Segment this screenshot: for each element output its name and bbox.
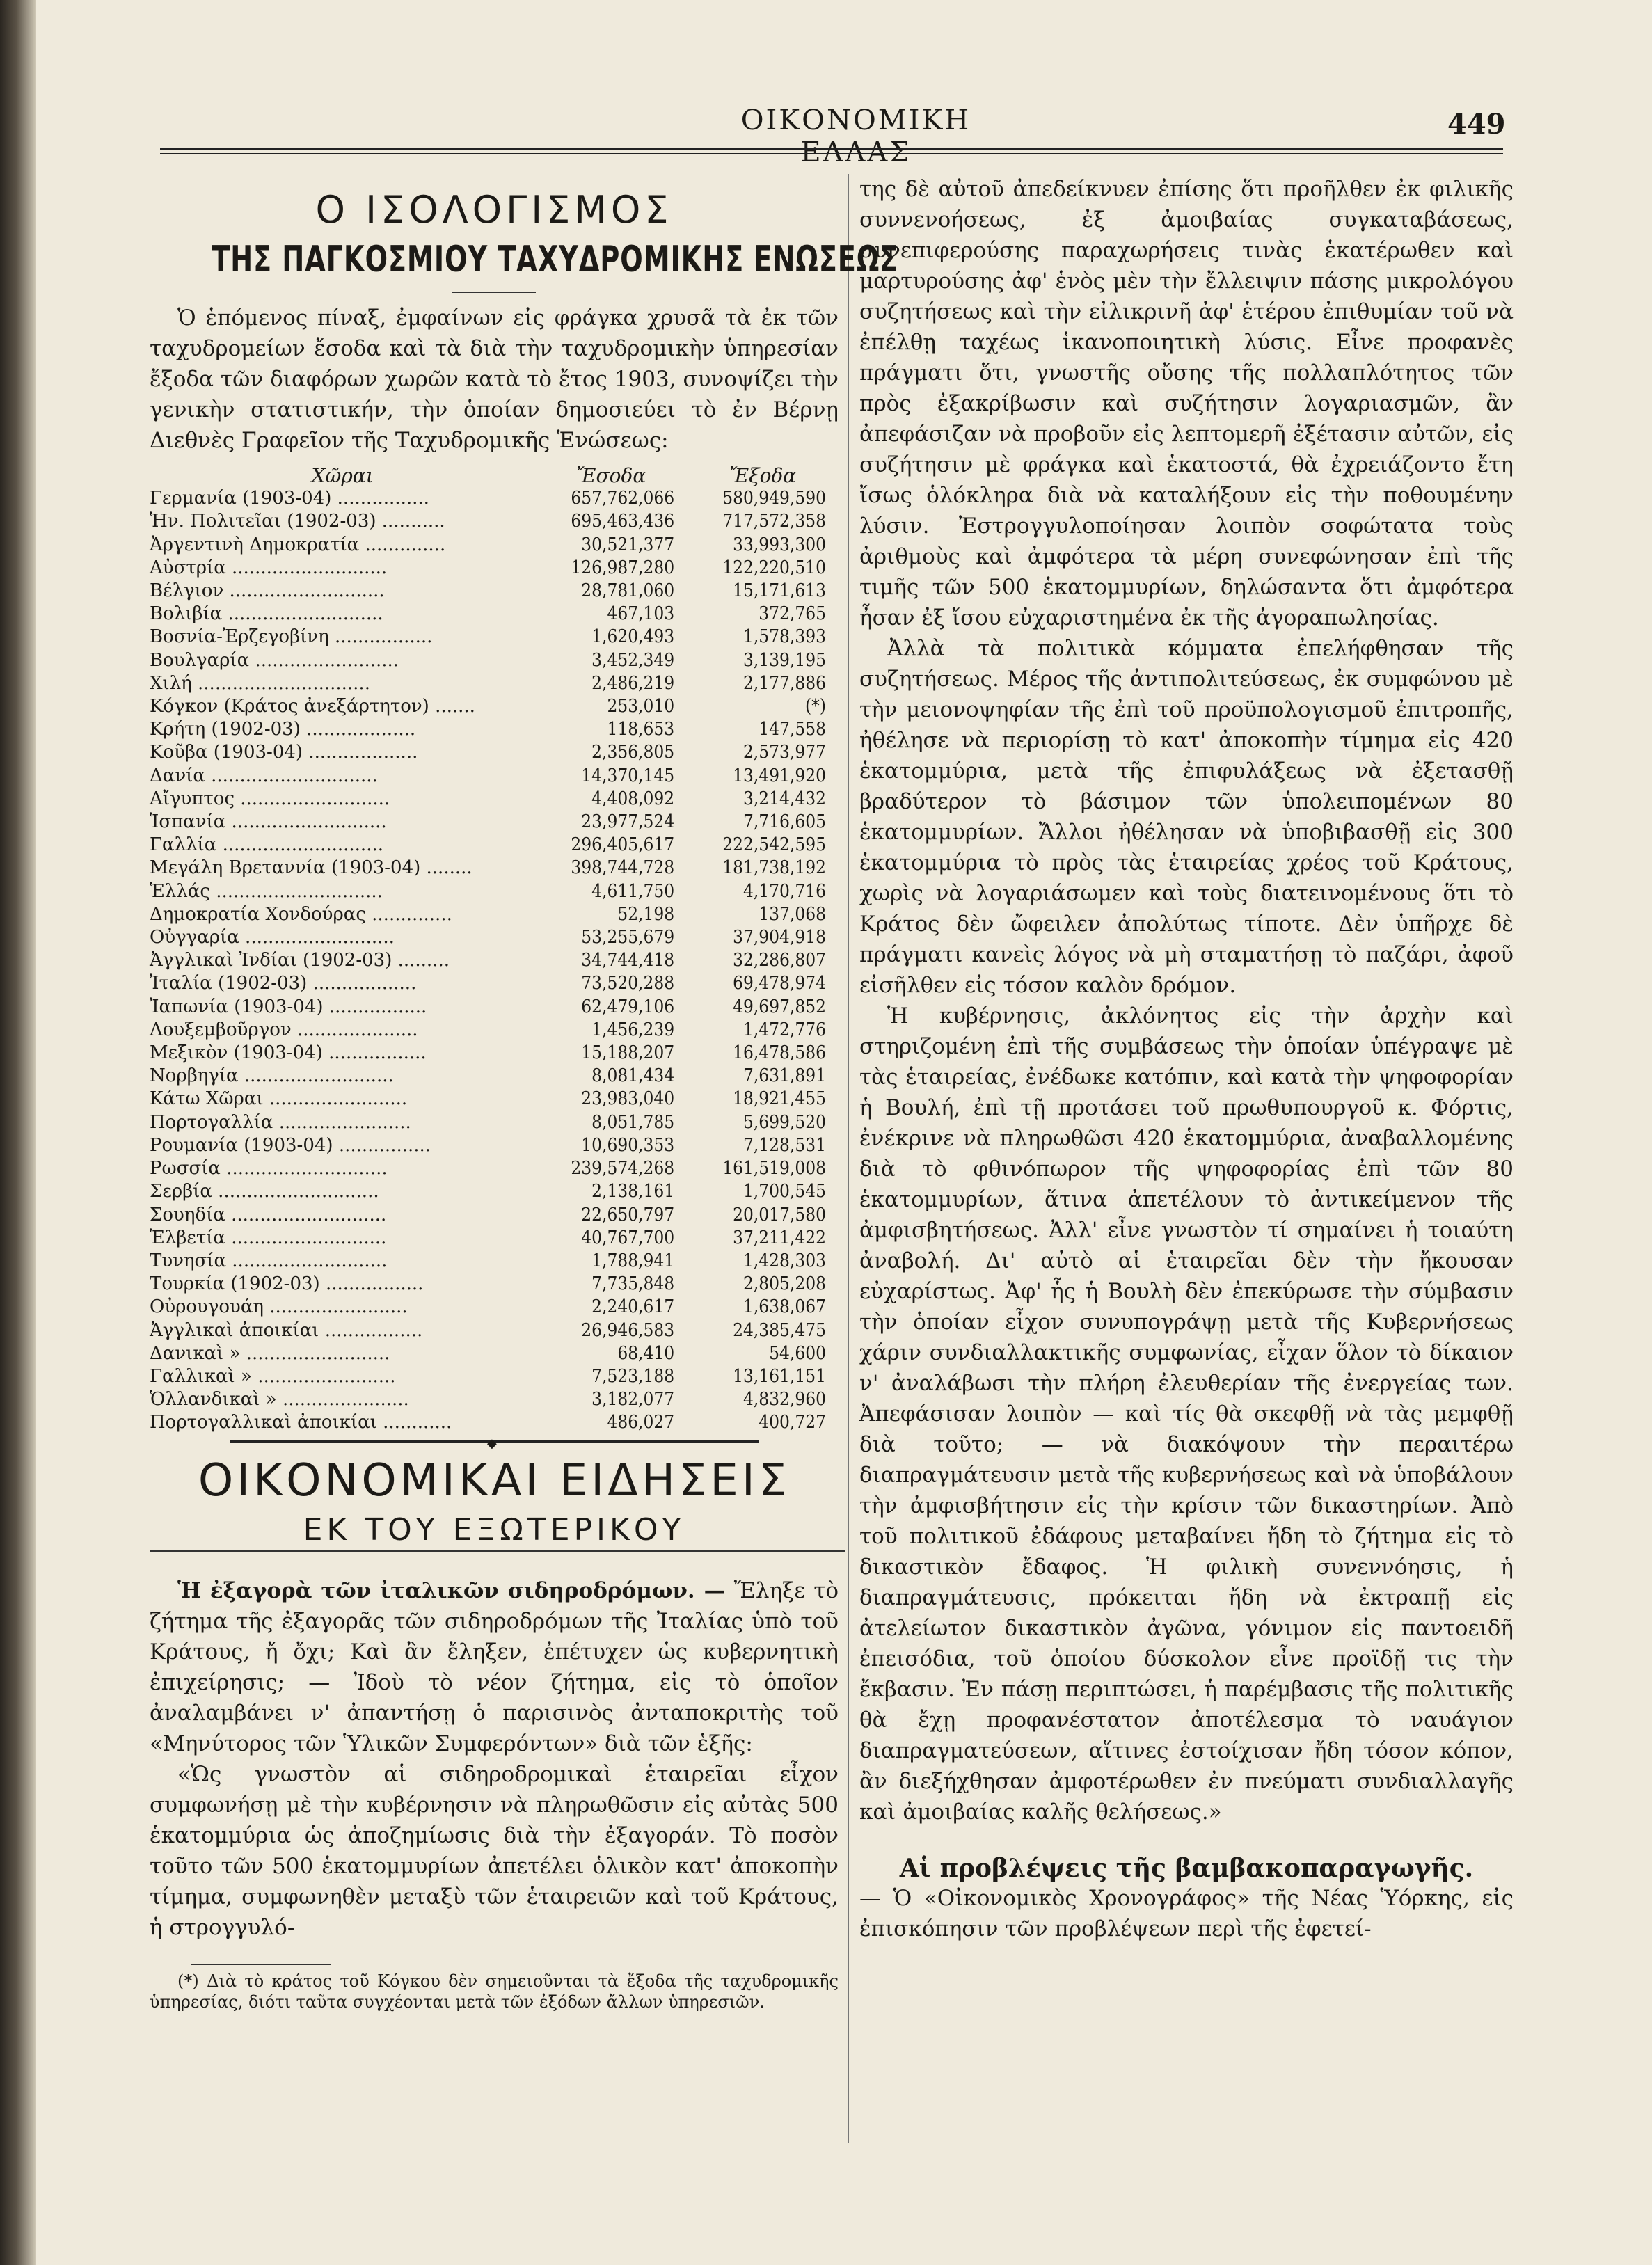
table-row xyxy=(150,1042,839,1065)
expenses-cell: 161,519,008 xyxy=(722,1158,826,1179)
section-divider xyxy=(230,1436,759,1451)
revenue-cell: 296,405,617 xyxy=(571,834,675,856)
table-row xyxy=(150,1111,839,1134)
table-header-row xyxy=(150,464,839,487)
revenue-cell: 28,781,060 xyxy=(581,580,675,602)
expenses-cell: 49,697,852 xyxy=(733,996,826,1017)
article-title: Ο ΙΣΟΛΟΓΙΣΜΟΣ xyxy=(315,188,673,232)
country-cell: Γαλλία ............................ xyxy=(150,834,383,856)
country-cell: Βοσνία-Ἐρζεγοβίνη ................. xyxy=(150,626,433,648)
table-row xyxy=(150,672,839,695)
cotton-heading: Αἱ προβλέψεις τῆς βαμβακοπαραγωγῆς. xyxy=(899,1854,1474,1883)
revenue-cell: 467,103 xyxy=(607,603,675,625)
revenue-cell: 657,762,066 xyxy=(571,488,675,509)
expenses-cell: 4,170,716 xyxy=(742,880,826,902)
header-rule-thin xyxy=(160,153,1503,154)
header-revenue: Ἔσοδα xyxy=(576,464,646,487)
table-row xyxy=(150,1296,839,1319)
table-row xyxy=(150,1204,839,1227)
revenue-cell: 8,081,434 xyxy=(591,1065,675,1087)
revenue-cell: 7,523,188 xyxy=(591,1365,675,1387)
table-row xyxy=(150,695,839,718)
revenue-cell: 118,653 xyxy=(607,719,675,740)
revenue-cell: 398,744,728 xyxy=(571,857,675,879)
revenue-cell: 8,051,785 xyxy=(591,1111,675,1133)
footnote-rule xyxy=(191,1964,331,1965)
country-cell: Βέλγιον ........................... xyxy=(150,580,385,602)
country-cell: Ἀγγλικαὶ ἀποικίαι ................. xyxy=(150,1319,423,1341)
revenue-cell: 1,788,941 xyxy=(591,1250,675,1271)
country-cell: Κάτω Χῶραι ........................ xyxy=(150,1088,408,1110)
postal-statistics-table xyxy=(150,464,839,1435)
article-text: Ἔληξε τὸ ζήτημα τῆς ἐξαγορᾶς τῶν σιδηροδρόμων τῆς Ἰταλίας ὑπὸ τοῦ Κράτους, ἤ ὄχι; Καὶ ἂν ἔληξεν, ἐπέτυχεν ὡς κυβερνητικὴ ἐπιχείρησις; — Ἰδοὺ τὸ νέον ζήτημα, εἰς τὸ ὁποῖον ἀναλαμβάνει ν' ἀπαντήσῃ ὁ παρισινὸς ἀνταποκριτὴς τοῦ «Μηνύτορος τῶν Ὑλικῶν Συμφερόντων» διὰ τῶν ἑξῆς: xyxy=(150,1577,839,1756)
country-cell: Ἱσπανία ........................... xyxy=(150,811,387,833)
country-cell: Μεξικὸν (1903-04) ................. xyxy=(150,1042,427,1064)
table-row xyxy=(150,972,839,995)
table-row xyxy=(150,1319,839,1342)
expenses-cell: 32,286,807 xyxy=(733,950,826,971)
table-row xyxy=(150,487,839,510)
table-row xyxy=(150,1157,839,1180)
revenue-cell: 26,946,583 xyxy=(581,1319,675,1341)
section-rule xyxy=(150,1550,845,1552)
revenue-cell: 14,370,145 xyxy=(581,765,675,786)
country-cell: Δανία ............................. xyxy=(150,765,378,786)
table-row xyxy=(150,510,839,533)
table-row xyxy=(150,580,839,603)
table-row xyxy=(150,1180,839,1203)
expenses-cell: 7,716,605 xyxy=(742,811,826,833)
expenses-cell: 20,017,580 xyxy=(733,1204,826,1225)
expenses-cell: 222,542,595 xyxy=(722,834,826,856)
country-cell: Χιλή .............................. xyxy=(150,672,370,694)
country-cell: Ἀργεντινὴ Δημοκρατία .............. xyxy=(150,534,446,555)
table-row xyxy=(150,949,839,972)
country-cell: Βουλγαρία ......................... xyxy=(150,649,399,671)
expenses-cell: 2,573,977 xyxy=(742,742,826,763)
expenses-cell: 181,738,192 xyxy=(722,857,826,879)
expenses-cell: 122,220,510 xyxy=(722,557,826,578)
country-cell: Λουξεμβοῦργον ..................... xyxy=(150,1019,418,1040)
table-row xyxy=(150,996,839,1019)
article-intro: Ὁ ἑπόμενος πίναξ, ἐμφαίνων εἰς φράγκα χρυσᾶ τὰ ἐκ τῶν ταχυδρομείων ἔσοδα καὶ τὰ διὰ τὴν ταχυδρομικὴν ὑπηρεσίαν ἔξοδα τῶν διαφόρων χωρῶν κατὰ τὸ ἔτος 1903, συνοψίζει τὴν γενικὴν στατιστικήν, τὴν ὁποίαν δημοσιεύει τὸ ἐν Βέρνῃ Διεθνὲς Γραφεῖον τῆς Ταχυδρομικῆς Ἑνώσεως: xyxy=(150,305,839,453)
table-row xyxy=(150,1088,839,1111)
table-row xyxy=(150,557,839,580)
country-cell: Δημοκρατία Χονδούρας .............. xyxy=(150,903,452,925)
page-number: 449 xyxy=(1447,108,1506,141)
revenue-cell: 34,744,418 xyxy=(581,950,675,971)
expenses-cell: 4,832,960 xyxy=(742,1389,826,1410)
revenue-cell: 7,735,848 xyxy=(591,1273,675,1295)
country-cell: Δανικαὶ » ......................... xyxy=(150,1342,390,1364)
footnote: (*) Διὰ τὸ κράτος τοῦ Κόγκου δὲν σημειοῦνται τὰ ἔξοδα τῆς ταχυδρομικῆς ὑπηρεσίας, διότι ταῦτα συγχέονται μετὰ τῶν ἐξόδων ἄλλων ὑπηρεσιῶν. xyxy=(150,1971,839,2012)
expenses-cell: 13,161,151 xyxy=(733,1365,826,1387)
revenue-cell: 486,027 xyxy=(607,1412,675,1433)
table-row xyxy=(150,834,839,857)
expenses-cell: 54,600 xyxy=(769,1342,826,1364)
expenses-cell: 15,171,613 xyxy=(733,580,826,602)
revenue-cell: 126,987,280 xyxy=(571,557,675,578)
article-quote: «Ὡς γνωστὸν αἱ σιδηροδρομικαὶ ἑταιρεῖαι εἶχον συμφωνήσῃ μὲ τὴν κυβέρνησιν νὰ πληρωθῶσιν εἰς αὐτὰς 500 ἑκατομμύρια ὡς ἀποζημίωσις διὰ τὴν ἐξαγοράν. Τὸ ποσὸν τοῦτο τῶν 500 ἑκατομμυρίων ἀπετέλει ὁλικὸν κατ' ἀποκοπὴν τίμημα, συμφωνηθὲν μεταξὺ τῶν ἑταιρειῶν καὶ τοῦ Κράτους, ἡ στρογγυλό- xyxy=(150,1761,839,1940)
country-cell: Ρωσσία ............................ xyxy=(150,1158,388,1179)
revenue-cell: 23,977,524 xyxy=(581,811,675,833)
revenue-cell: 2,240,617 xyxy=(591,1296,675,1318)
expenses-cell: 1,428,303 xyxy=(742,1250,826,1271)
country-cell: Ἡν. Πολιτεῖαι (1902-03) ........... xyxy=(150,511,445,532)
expenses-cell: 18,921,455 xyxy=(733,1088,826,1110)
expenses-cell: 1,578,393 xyxy=(742,626,826,648)
right-paragraph-1: της δὲ αὐτοῦ ἀπεδείκνυεν ἐπίσης ὅτι προῆλθεν ἐκ φιλικῆς συννενοήσεως, ἐξ ἀμοιβαίας συγκαταβάσεως, συνεπιφερούσης παραχωρήσεις τινὰς ἑκατέρωθεν καὶ μαρτυρούσης ἀφ' ἑνὸς μὲν τὴν ἔλλειψιν πάσης μικρολόγου συζητήσεως καὶ τὴν εἰλικρινῆ ἀφ' ἑτέρου ἐπιθυμίαν τοῦ νὰ ἐπέλθῃ ταχέως ἱκανοποιητικὴ λύσις. Εἶνε προφανὲς πράγματι ὅτι, γνωστῆς οὔσης τῆς πολλαπλότητος τῶν πρὸς ἐξακρίβωσιν καὶ συζήτησιν λογαριασμῶν, ἂν ἀπεφάσιζαν νὰ προβοῦν εἰς λεπτομερῆ ἐξέτασιν αὐτῶν, εἰς συζήτησιν μὲ φράγκα καὶ ἑκατοστά, θὰ ἐχρειάζοντο ἔτη ἴσως ὁλόκληρα διὰ νὰ καταλήξουν εἰς τὴν ποθουμένην λύσιν. Ἐστρογγυλοποίησαν λοιπὸν σοφώτατα τοὺς ἀριθμοὺς καὶ ἀμφότερα τὰ μέρη συνεφώνησαν ἐπὶ τῆς τιμῆς τῶν 500 ἑκατομμυρίων, δηλώσαντα ὅτι ἀμφότερα ἦσαν ἐξ ἴσου εὐχαριστημένα ἐκ τῆς ἀγοραπωλησίας. xyxy=(859,177,1514,630)
table-row xyxy=(150,626,839,649)
expenses-cell: 16,478,586 xyxy=(733,1042,826,1064)
expenses-cell: 7,631,891 xyxy=(742,1065,826,1087)
table-row xyxy=(150,1065,839,1088)
table-row xyxy=(150,857,839,880)
expenses-cell: 137,068 xyxy=(759,903,826,925)
expenses-cell: 1,472,776 xyxy=(742,1019,826,1040)
header-rule xyxy=(160,148,1503,150)
revenue-cell: 10,690,353 xyxy=(581,1134,675,1156)
revenue-cell: 15,188,207 xyxy=(581,1042,675,1064)
table-row xyxy=(150,1273,839,1296)
country-cell: Ὁλλανδικαὶ » ...................... xyxy=(150,1389,409,1410)
table-row xyxy=(150,1388,839,1411)
expenses-cell: 13,491,920 xyxy=(733,765,826,786)
header-countries: Χῶραι xyxy=(311,464,374,487)
expenses-cell: 5,699,520 xyxy=(742,1111,826,1133)
table-row xyxy=(150,765,839,788)
revenue-cell: 40,767,700 xyxy=(581,1227,675,1248)
table-row xyxy=(150,1019,839,1042)
revenue-cell: 239,574,268 xyxy=(571,1158,675,1179)
article-subtitle: ΤΗΣ ΠΑΓΚΟΣΜΙΟΥ ΤΑΧΥΔΡΟΜΙΚΗΣ ΕΝΩΣΕΩΣ xyxy=(212,239,899,280)
country-cell: Ἰαπωνία (1903-04) ................. xyxy=(150,996,427,1017)
expenses-cell: 37,904,918 xyxy=(733,927,826,948)
revenue-cell: 73,520,288 xyxy=(581,973,675,994)
expenses-cell: 1,638,067 xyxy=(742,1296,826,1318)
revenue-cell: 52,198 xyxy=(617,903,675,925)
expenses-cell: 580,949,590 xyxy=(722,488,826,509)
country-cell: Οὐγγαρία .......................... xyxy=(150,927,395,948)
expenses-cell: 717,572,358 xyxy=(722,511,826,532)
expenses-cell: 2,805,208 xyxy=(742,1273,826,1295)
revenue-cell: 62,479,106 xyxy=(581,996,675,1017)
country-cell: Βολιβία ........................... xyxy=(150,603,383,625)
table-row xyxy=(150,649,839,672)
country-cell: Σερβία ............................ xyxy=(150,1181,379,1202)
expenses-cell: (*) xyxy=(805,696,826,717)
expenses-cell: 3,139,195 xyxy=(742,649,826,671)
revenue-cell: 1,620,493 xyxy=(591,626,675,648)
country-cell: Πορτογαλλία ....................... xyxy=(150,1111,411,1133)
country-cell: Ἀγγλικαὶ Ἰνδίαι (1902-03) ......... xyxy=(150,950,450,971)
expenses-cell: 33,993,300 xyxy=(733,534,826,555)
revenue-cell: 3,452,349 xyxy=(591,649,675,671)
table-row xyxy=(150,811,839,834)
table-row xyxy=(150,603,839,626)
table-row xyxy=(150,926,839,949)
country-cell: Πορτογαλλικαὶ ἀποικίαι ............ xyxy=(150,1412,452,1433)
column-divider xyxy=(848,174,849,2143)
country-cell: Κοῦβα (1903-04) ................... xyxy=(150,742,418,763)
country-cell: Νορβηγία .......................... xyxy=(150,1065,394,1087)
country-cell: Αἴγυπτος .......................... xyxy=(150,788,390,809)
expenses-cell: 69,478,974 xyxy=(733,973,826,994)
revenue-cell: 22,650,797 xyxy=(581,1204,675,1225)
table-row xyxy=(150,788,839,811)
country-cell: Ἑλβετία ........................... xyxy=(150,1227,387,1248)
revenue-cell: 2,486,219 xyxy=(591,672,675,694)
revenue-cell: 30,521,377 xyxy=(581,534,675,555)
revenue-cell: 253,010 xyxy=(607,696,675,717)
table-row xyxy=(150,1227,839,1250)
section-subtitle: ΕΚ ΤΟΥ ΕΞΩΤΕΡΙΚΟΥ xyxy=(303,1511,685,1548)
table-row xyxy=(150,880,839,903)
right-paragraph-3: Ἡ κυβέρνησις, ἀκλόνητος εἰς τὴν ἀρχὴν καὶ στηριζομένη ἐπὶ τῆς συμβάσεως τὴν ὁποίαν ὑπέγραψε μὲ τὰς ἑταιρείας, ἐνέδωκε κατόπιν, καὶ κατὰ τὴν ψηφοφορίαν ἡ Βουλή, ἐπὶ τῇ προτάσει τοῦ πρωθυπουργοῦ κ. Φόρτις, ἐνέκρινε νὰ πληρωθῶσι 420 ἑκατομμύρια, ἀναβαλλομένης διὰ τὸ φθινόπωρον τῆς ψηφοφορίας ἐπὶ τῶν 80 ἑκατομμυρίων, ἅτινα ἀπετέλουν τὸ ἀντικείμενον τῆς ἀμφισβητήσεως. Ἀλλ' εἶνε γνωστὸν τί σημαίνει ἡ τοιαύτη ἀναβολή. Δι' αὐτὸ αἱ ἑταιρεῖαι δὲν τὴν ἤκουσαν εὐχαρίστως. Ἀφ' ἧς ἡ Βουλὴ δὲν ἐπεκύρωσε τὴν σύμβασιν τὴν ὁποίαν εἶχον συνυπογράψῃ μετὰ τῆς Κυβερνήσεως χάριν συνδιαλλακτικῆς συμφωνίας, εἶχαν ὅλον τὸ δίκαιον ν' ἀναλάβωσι τὴν πλήρη ἐλευθερίαν τῆς ἐνεργείας των. Ἀπεφάσισαν λοιπὸν — καὶ τίς θὰ σκεφθῇ νὰ τὰς μεμφθῇ διὰ τοῦτο; — νὰ διακόψουν τὴν περαιτέρω διαπραγμάτευσιν μετὰ τῆς κυβερνήσεως καὶ νὰ ὑποβάλουν τὴν ἀμφισβήτησιν εἰς τὴν κρίσιν τῶν δικαστηρίων. Ἀπὸ τοῦ πολιτικοῦ ἐδάφους μεταβαίνει ἤδη τὸ ζήτημα εἰς τὸ δικαστικὸν ἔδαφος. Ἡ φιλικὴ συνεννόησις, ἡ διαπραγμάτευσις, πρόκειται ἤδη νὰ ἐκτραπῇ εἰς ἀτελείωτον δικαστικὸν ἀγῶνα, γόνιμον εἰς παντοειδῆ ἐπεισόδια, τοῦ ὁποίου δύσκολον εἶνε προϊδῇ τις τὴν ἔκβασιν. Ἐν πάσῃ περιπτώσει, ἡ παρέμβασις τῆς πολιτικῆς θὰ ἔχῃ προφανέστατον ἀποτέλεσμα τὸ ναυάγιον διαπραγματεύσεων, αἵτινες ἐστοίχισαν ἤδη τόσον κόπον, ἂν διεξήχθησαν ἀμφοτέρωθεν ἐν πνεύματι συνδιαλλαγῆς καὶ ἀμοιβαίας καλῆς θελήσεως.» xyxy=(859,1003,1514,1825)
revenue-cell: 4,611,750 xyxy=(591,880,675,902)
country-cell: Γερμανία (1903-04) ................ xyxy=(150,488,429,509)
header-expenses: Ἔξοδα xyxy=(729,464,797,487)
revenue-cell: 4,408,092 xyxy=(591,788,675,809)
right-paragraph-4: — Ὁ «Οἰκονομικὸς Χρονογράφος» τῆς Νέας Ὑόρκης, εἰς ἐπισκόπησιν τῶν προβλέψεων περὶ τῆς ἐφετεί- xyxy=(859,1886,1514,1941)
country-cell: Σουηδία ........................... xyxy=(150,1204,387,1225)
expenses-cell: 3,214,432 xyxy=(742,788,826,809)
expenses-cell: 400,727 xyxy=(759,1412,826,1433)
left-column xyxy=(150,174,899,2012)
divider-ornament: ◆ xyxy=(487,1436,497,1451)
table-row xyxy=(150,1134,839,1157)
country-cell: Τυνησία ........................... xyxy=(150,1250,388,1271)
right-column xyxy=(859,174,1514,1944)
country-cell: Κρήτη (1902-03) ................... xyxy=(150,719,416,740)
table-row xyxy=(150,1411,839,1434)
table-row xyxy=(150,718,839,741)
country-cell: Γαλλικαὶ » ........................ xyxy=(150,1365,396,1387)
book-spine xyxy=(0,0,36,2265)
expenses-cell: 1,700,545 xyxy=(742,1181,826,1202)
expenses-cell: 147,558 xyxy=(759,719,826,740)
title-rule xyxy=(452,292,536,293)
table-row xyxy=(150,741,839,764)
expenses-cell: 372,765 xyxy=(759,603,826,625)
running-title: ΟΙΚΟΝΟΜΙΚΗ ΕΛΛΑΣ xyxy=(740,104,971,168)
country-cell: Τουρκία (1902-03) ................. xyxy=(150,1273,424,1295)
country-cell: Κόγκον (Κράτος ἀνεξάρτητον) ....... xyxy=(150,696,475,717)
table-row xyxy=(150,903,839,926)
revenue-cell: 53,255,679 xyxy=(581,927,675,948)
section-title: ΟΙΚΟΝΟΜΙΚΑΙ ΕΙΔΗΣΕΙΣ xyxy=(198,1454,791,1507)
revenue-cell: 695,463,436 xyxy=(571,511,675,532)
revenue-cell: 2,138,161 xyxy=(591,1181,675,1202)
revenue-cell: 23,983,040 xyxy=(581,1088,675,1110)
revenue-cell: 3,182,077 xyxy=(591,1389,675,1410)
right-paragraph-2: Ἀλλὰ τὰ πολιτικὰ κόμματα ἐπελήφθησαν τῆς συζητήσεως. Μέρος τῆς ἀντιπολιτεύσεως, ἐκ συμφώνου μὲ τὴν μειονοψηφίαν τῆς ἐπὶ τοῦ προϋπολογισμοῦ ἐπιτροπῆς, ἠθέλησε νὰ περιορίσῃ τὸ κατ' ἀποκοπὴν τίμημα εἰς 420 ἑκατομμύρια, μετὰ τῆς ἐπιφυλάξεως νὰ ἐξετασθῇ βραδύτερον τὸ βάσιμον τῶν ὑπολειπομένων 80 ἑκατομμυρίων. Ἄλλοι ἠθέλησαν νὰ ὑποβιβασθῇ εἰς 300 ἑκατομμύρια τὸ πρὸς τὰς ἑταιρείας χρέος τοῦ Κράτους, χωρὶς νὰ λογαριάσωμεν καὶ τοὺς διατεινομένους ὅτι τὸ Κράτος δὲν ὤφειλεν ἀπολύτως τίποτε. Δὲν ὑπῆρχε δὲ πράγματι κανεὶς λόγος νὰ μὴ σταματήσῃ τὸ παζάρι, ἀφοῦ εἰσῆλθεν εἰς τόσον καλὸν δρόμον. xyxy=(859,636,1514,998)
revenue-cell: 1,456,239 xyxy=(591,1019,675,1040)
table-row xyxy=(150,1342,839,1365)
table-row xyxy=(150,1365,839,1388)
expenses-cell: 7,128,531 xyxy=(742,1134,826,1156)
expenses-cell: 24,385,475 xyxy=(733,1319,826,1341)
article-lead-paragraph xyxy=(150,1575,839,1759)
article-lead: Ἡ ἐξαγορὰ τῶν ἰταλικῶν σιδηροδρόμων. — xyxy=(177,1577,726,1603)
country-cell: Οὐρουγουάη ........................ xyxy=(150,1296,408,1318)
table-row xyxy=(150,1250,839,1273)
country-cell: Ἰταλία (1902-03) .................. xyxy=(150,973,417,994)
revenue-cell: 68,410 xyxy=(617,1342,675,1364)
expenses-cell: 37,211,422 xyxy=(733,1227,826,1248)
table-row xyxy=(150,534,839,557)
expenses-cell: 2,177,886 xyxy=(742,672,826,694)
country-cell: Αὐστρία ........................... xyxy=(150,557,388,578)
country-cell: Ἑλλάς ............................. xyxy=(150,880,383,902)
revenue-cell: 2,356,805 xyxy=(591,742,675,763)
country-cell: Ρουμανία (1903-04) ................ xyxy=(150,1134,431,1156)
country-cell: Μεγάλη Βρεταννία (1903-04) ........ xyxy=(150,857,472,879)
